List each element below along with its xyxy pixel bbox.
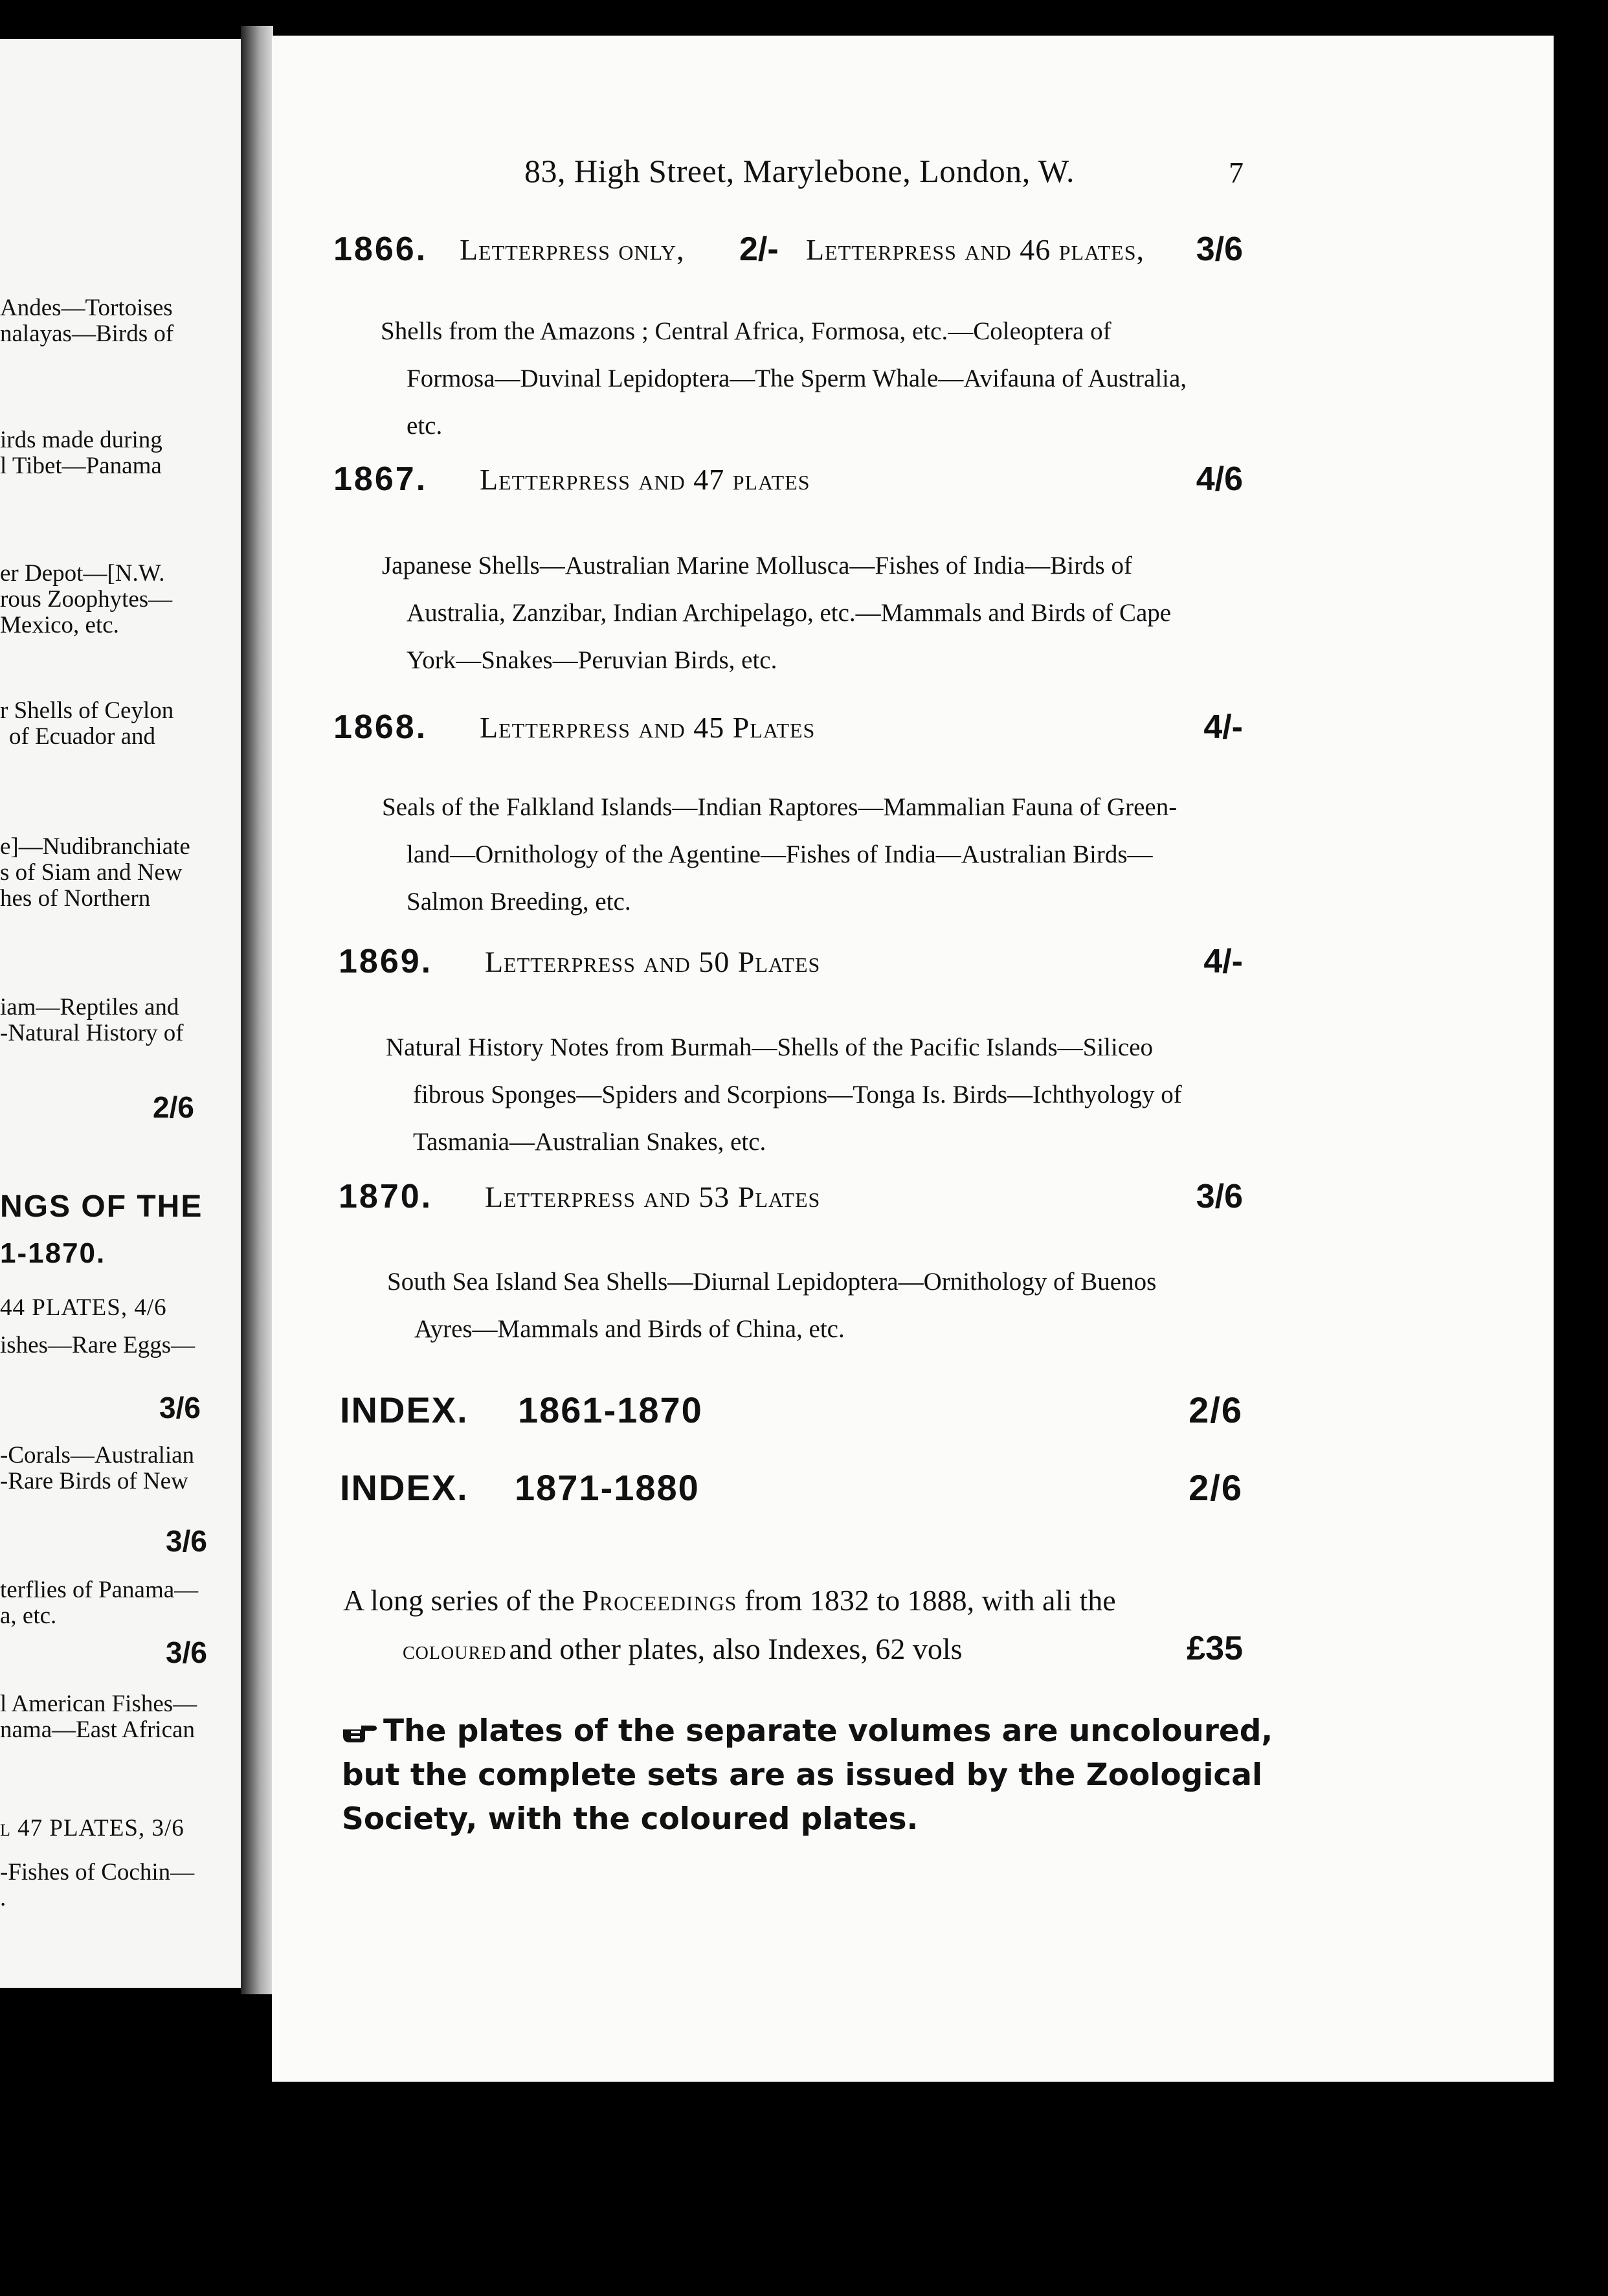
left-page-fragment: l Tibet—Panama	[0, 453, 162, 479]
entry-year: 1866.	[333, 231, 428, 268]
series-title: Proceedings	[582, 1584, 737, 1617]
left-page-fragment: l American Fishes—	[0, 1691, 197, 1717]
left-page-fragment: Andes—Tortoises	[0, 295, 173, 321]
entry-description-line: York—Snakes—Peruvian Birds, etc.	[407, 646, 777, 674]
index-line-1871-1880	[340, 1467, 1243, 1512]
index-label: INDEX.	[340, 1467, 469, 1508]
left-page-price: 3/6	[166, 1636, 207, 1669]
entry-description-line: Salmon Breeding, etc.	[407, 888, 631, 916]
left-page-heading: NGS OF THE	[0, 1189, 203, 1224]
left-page-fragment: nalayas—Birds of	[0, 321, 174, 347]
left-page-fragment: rous Zoophytes—	[0, 586, 173, 613]
entry-description-line: Japanese Shells—Australian Marine Mollusca—Fishes of India—Birds of	[382, 552, 1132, 580]
left-page-fragment: -Rare Birds of New	[0, 1468, 188, 1494]
left-page-fragment: -Natural History of	[0, 1020, 184, 1046]
entry-heading: Letterpress and 47 plates	[480, 463, 810, 496]
entry-description-line: Formosa—Duvinal Lepidoptera—The Sperm Whale—Avifauna of Australia,	[407, 365, 1187, 392]
series-line-1	[343, 1583, 1243, 1617]
series-price: £35	[1187, 1630, 1243, 1667]
left-page-fragment: terflies of Panama—	[0, 1577, 199, 1603]
left-page-fragment: Mexico, etc.	[0, 612, 119, 638]
left-page-fragment: hes of Northern	[0, 885, 151, 912]
entry-description-line: Natural History Notes from Burmah—Shells of the Pacific Islands—Siliceo	[386, 1033, 1153, 1061]
left-page-fragment: -Fishes of Cochin—	[0, 1859, 195, 1885]
entry-1868-heading	[333, 708, 1243, 753]
index-price: 2/6	[1189, 1467, 1243, 1508]
entry-heading: Letterpress and 45 Plates	[480, 711, 816, 744]
entry-year: 1870.	[339, 1178, 433, 1215]
entry-price-letterpress: 2/-	[739, 231, 779, 268]
left-page-fragment: -Corals—Australian	[0, 1442, 195, 1469]
entry-description-line: Seals of the Falkland Islands—Indian Raptores—Mammalian Fauna of Green-	[382, 793, 1178, 821]
notice-block	[342, 1709, 1273, 1841]
index-range: 1861-1870	[518, 1390, 703, 1430]
series-line-2	[403, 1632, 1243, 1677]
entry-description-line: Ayres—Mammals and Birds of China, etc.	[414, 1315, 845, 1343]
catalogue-page	[272, 36, 1554, 2082]
entry-1866-heading	[333, 230, 1243, 275]
notice-line: but the complete sets are as issued by the Zoological	[342, 1757, 1263, 1793]
left-page-fragment: 44 PLATES, 4/6	[0, 1294, 167, 1321]
series-text: from 1832 to 1888, with ali the	[744, 1584, 1116, 1617]
left-page-fragment: of Ecuador and	[9, 723, 156, 750]
notice-line	[342, 1709, 1273, 1753]
entry-heading: Letterpress and 50 Plates	[485, 945, 821, 978]
entry-1870-heading	[333, 1177, 1243, 1222]
entry-description-line: Shells from the Amazons ; Central Africa, Formosa, etc.—Coleoptera of	[381, 317, 1111, 345]
entry-heading: Letterpress only,	[460, 233, 685, 266]
entry-year: 1867.	[333, 460, 428, 498]
entry-price: 4/-	[1203, 943, 1243, 980]
left-page-fragment: e]—Nudibranchiate	[0, 833, 190, 860]
index-label: INDEX.	[340, 1390, 469, 1430]
entry-description-line: land—Ornithology of the Agentine—Fishes of India—Australian Birds—	[407, 840, 1153, 868]
left-facing-page	[0, 39, 241, 1988]
book-gutter	[241, 26, 273, 1994]
left-page-fragment: er Depot—[N.W.	[0, 560, 165, 587]
left-page-fragment: r Shells of Ceylon	[0, 697, 174, 724]
left-page-fragment: s of Siam and New	[0, 859, 183, 886]
entry-heading: Letterpress and 46 plates,	[806, 233, 1145, 266]
entry-price: 3/6	[1196, 231, 1243, 268]
index-range: 1871-1880	[515, 1467, 700, 1508]
notice-line: Society, with the coloured plates.	[342, 1801, 919, 1837]
entry-description-line: Tasmania—Australian Snakes, etc.	[413, 1128, 766, 1156]
entry-price: 3/6	[1196, 1178, 1243, 1215]
entry-description-line: Australia, Zanzibar, Indian Archipelago, etc.—Mammals and Birds of Cape	[407, 599, 1172, 627]
left-page-heading: 1-1870.	[0, 1237, 106, 1269]
left-page-price: 2/6	[153, 1090, 194, 1124]
entry-1869-heading	[333, 942, 1243, 987]
entry-description-line: South Sea Island Sea Shells—Diurnal Lepidoptera—Ornithology of Buenos	[387, 1268, 1157, 1296]
series-text: and other plates, also Indexes, 62 vols	[509, 1632, 963, 1665]
left-page-fragment: ishes—Rare Eggs—	[0, 1332, 195, 1358]
left-page-fragment: iam—Reptiles and	[0, 994, 179, 1020]
notice-text: The plates of the separate volumes are uncoloured,	[383, 1713, 1273, 1749]
pointing-hand-icon	[342, 1709, 383, 1753]
series-text: A long series of the	[343, 1584, 575, 1617]
entry-1867-heading	[333, 460, 1243, 505]
left-page-fragment: nama—East African	[0, 1716, 195, 1743]
left-page-fragment: l 47 PLATES, 3/6	[0, 1815, 184, 1841]
left-page-fragment: .	[0, 1885, 6, 1911]
index-line-1861-1870	[340, 1389, 1243, 1434]
series-text: coloured	[403, 1636, 507, 1665]
left-page-price: 3/6	[159, 1391, 201, 1424]
entry-description-line: fibrous Sponges—Spiders and Scorpions—Tonga Is. Birds—Ichthyology of	[413, 1081, 1182, 1109]
entry-description-line: etc.	[407, 412, 443, 440]
left-page-fragment: irds made during	[0, 427, 162, 453]
entry-price: 4/6	[1196, 460, 1243, 498]
entry-heading: Letterpress and 53 Plates	[485, 1180, 821, 1213]
left-page-price: 3/6	[166, 1524, 207, 1558]
page-number: 7	[1229, 156, 1244, 189]
index-price: 2/6	[1189, 1390, 1243, 1430]
entry-price: 4/-	[1203, 708, 1243, 746]
entry-year: 1869.	[339, 943, 433, 980]
left-page-fragment: a, etc.	[0, 1603, 57, 1629]
running-head: 83, High Street, Marylebone, London, W.	[524, 153, 1075, 189]
entry-year: 1868.	[333, 708, 428, 746]
